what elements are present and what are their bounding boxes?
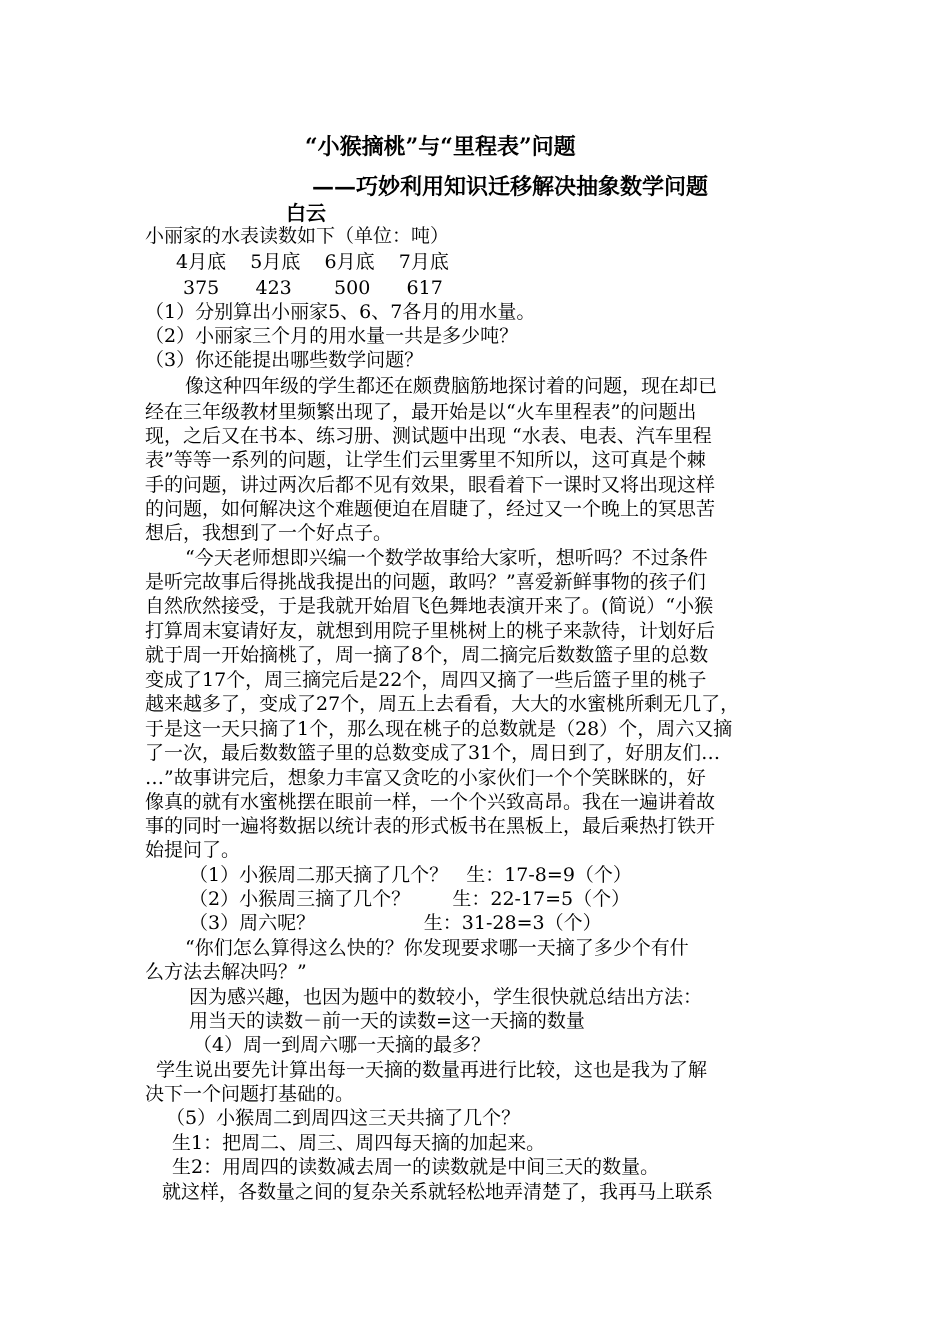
text-line: 么方法去解决吗？” [145, 961, 307, 983]
text-line: 就于周一开始摘桃了，周一摘了8个，周二摘完后数数篮子里的总数 [145, 644, 709, 666]
text-line: 小丽家的水表读数如下（单位：吨） [145, 225, 450, 247]
page-subtitle: ——巧妙利用知识迁移解决抽象数学问题 [312, 174, 709, 200]
text-line: （2）小猴周三摘了几个？ 生：22-17=5（个） [189, 888, 631, 910]
text-line: 手的问题，讲过两次后都不见有效果，眼看着下一课时又将出现这样 [145, 474, 716, 496]
text-line: 打算周末宴请好友，就想到用院子里桃树上的桃子来款待，计划好后 [145, 620, 716, 642]
text-line: 自然欣然接受，于是我就开始眉飞色舞地表演开来了。(简说）“小猴 [145, 595, 714, 617]
text-line: 越来越多了，变成了27个，周五上去看看，大大的水蜜桃所剩无几了， [145, 693, 740, 715]
text-line: 375 423 500 617 [183, 277, 443, 299]
text-line: 表”等等一系列的问题，让学生们云里雾里不知所以，这可真是个棘 [145, 449, 706, 471]
author-name: 白云 [286, 201, 326, 225]
text-line: 就这样，各数量之间的复杂关系就轻松地弄清楚了，我再马上联系 [162, 1181, 714, 1203]
text-line: 于是这一天只摘了1个，那么现在桃子的总数就是（28）个，周六又摘 [145, 718, 733, 740]
text-line: 始提问了。 [145, 839, 241, 861]
text-line: （1）小猴周二那天摘了几个？ 生：17-8=9（个） [189, 864, 632, 886]
text-line: （2）小丽家三个月的用水量一共是多少吨？ [145, 325, 519, 347]
page-title: “小猴摘桃”与“里程表”问题 [305, 134, 576, 160]
text-line: 4月底 5月底 6月底 7月底 [176, 251, 449, 273]
text-line: （3）你还能提出哪些数学问题？ [145, 349, 424, 371]
text-line: 生1：把周二、周三、周四每天摘的加起来。 [172, 1132, 546, 1154]
text-line: （3）周六呢？ 生：31-28=3（个） [189, 912, 602, 934]
text-line: 用当天的读数－前一天的读数=这一天摘的数量 [189, 1010, 585, 1032]
text-line: 像这种四年级的学生都还在颇费脑筋地探讨着的问题，现在却已 [185, 375, 718, 397]
text-line: 经在三年级教材里频繁出现了，最开始是以“火车里程表”的问题出 [145, 401, 697, 423]
text-line: 是听完故事后得挑战我提出的问题，敢吗？”喜爱新鲜事物的孩子们 [145, 571, 706, 593]
text-line: 因为感兴趣，也因为题中的数较小，学生很快就总结出方法： [189, 986, 703, 1008]
text-line: 的问题，如何解决这个难题便迫在眉睫了，经过又一个晚上的冥思苦 [145, 498, 716, 520]
text-line: 事的同时一遍将数据以统计表的形式板书在黑板上，最后乘热打铁开 [145, 815, 716, 837]
text-line: 现，之后又在书本、练习册、测试题中出现 “水表、电表、汽车里程 [145, 425, 712, 447]
text-line: 变成了17个，周三摘完后是22个，周四又摘了一些后篮子里的桃子 [145, 669, 707, 691]
text-line: （4）周一到周六哪一天摘的最多？ [193, 1034, 491, 1056]
text-line: “今天老师想即兴编一个数学故事给大家听，想听吗？不过条件 [185, 547, 708, 569]
text-line: …”故事讲完后，想象力丰富又贪吃的小家伙们一个个笑眯眯的，好 [145, 767, 706, 789]
text-line: 了一次，最后数数篮子里的总数变成了31个，周日到了，好朋友们… [145, 742, 721, 764]
text-line: 像真的就有水蜜桃摆在眼前一样，一个个兴致高昂。我在一遍讲着故 [145, 791, 716, 813]
text-line: （5）小猴周二到周四这三天共摘了几个？ [166, 1107, 521, 1129]
text-line: 想后，我想到了一个好点子。 [145, 522, 393, 544]
text-line: 决下一个问题打基础的。 [145, 1083, 355, 1105]
text-line: （1）分别算出小丽家5、6、7各月的用水量。 [145, 301, 536, 323]
text-line: “你们怎么算得这么快的？你发现要求哪一天摘了多少个有什 [185, 937, 689, 959]
text-line: 学生说出要先计算出每一天摘的数量再进行比较，这也是我为了解 [156, 1059, 708, 1081]
text-line: 生2：用周四的读数减去周一的读数就是中间三天的数量。 [172, 1156, 660, 1178]
